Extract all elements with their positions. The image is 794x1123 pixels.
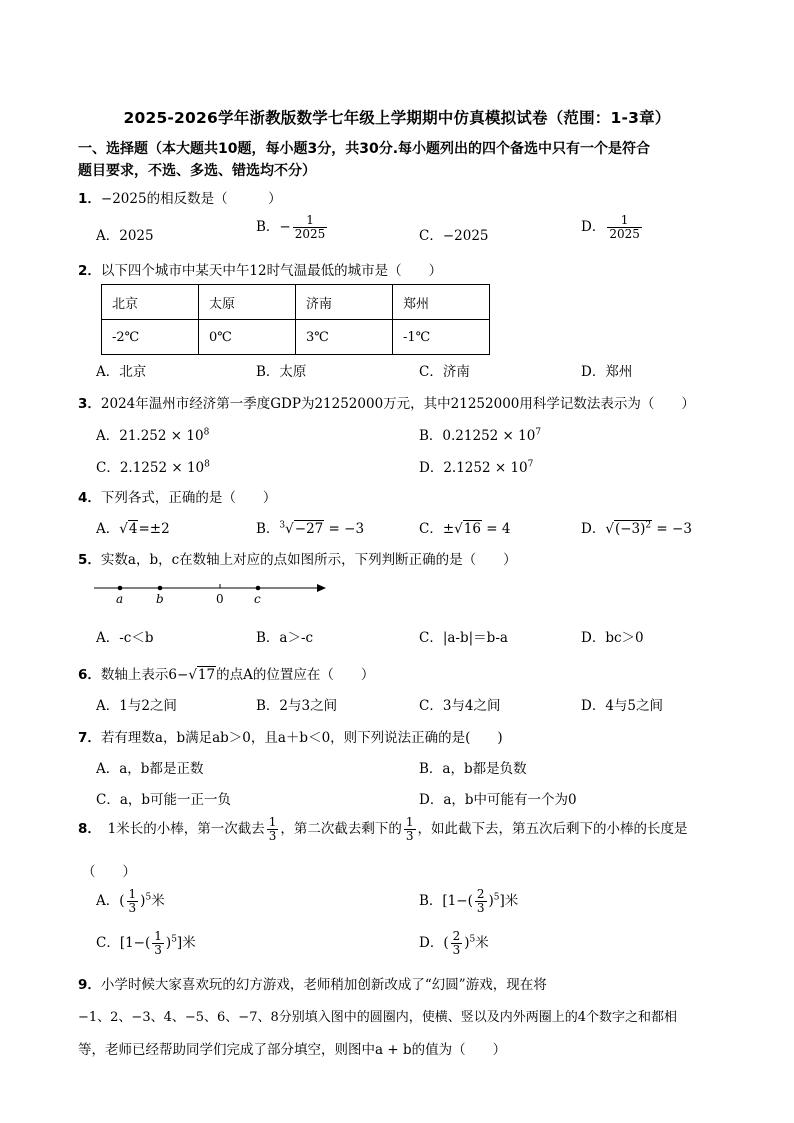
option-b: B．− $\frac{1}{2025}$ [256,213,326,241]
label-b: b [156,592,164,606]
question-8-line2: （ ） [82,864,136,880]
question-text: 实数a，b，c在数轴上对应的点如图所示，下列判断正确的是（ ） [100,552,517,568]
question-9-line2: −1、2、−3、4、−5、6、−7、8分别填入图中的圆圈内，使横、竖以及内外两圈上的4个数字之和都相 [78,1010,678,1025]
table-cell: 北京 [102,285,199,320]
option-c: C．[1−( $\frac{1}{3}$ )$^5$]米 [96,929,196,957]
option-d: D．郑州 [581,364,633,380]
option-b: B．a＞-c [256,630,314,646]
question-3: 3．2024年温州市经济第一季度GDP为21252000万元，其中21252000用科学记数法表示为（ ） [78,396,695,412]
question-8: 8． 1米长的小棒，第一次截去 $\frac{1}{3}$ ，第二次截去剩下的 $\frac{1}{3}$ ，如此截下去，第五次后剩下的小棒的长度是 [78,815,688,843]
question-text: 若有理数a，b满足ab＞0，且a＋b＜0，则下列说法正确的是( ) [100,730,503,746]
option-c: C．±√16 = 4 [419,521,511,537]
option-d: D．a，b中可能有一个为0 [419,792,577,808]
question-text: 下列各式，正确的是（ ） [100,490,277,506]
option-d: D．$√(-3)^2 = -3$ [581,520,692,537]
question-6: 6．数轴上表示6−√17的点A的位置应在（ ） [78,667,375,683]
table-cell: 3℃ [296,320,393,355]
option-d: D．$2.1252 \times 10^7$ [419,459,534,476]
option-c: C．济南 [419,364,470,380]
question-9-line3: 等，老师已经帮助同学们完成了部分填空，则图中a + b的值为（ ） [78,1042,507,1058]
option-d: D．bc＞0 [581,630,644,646]
option-a: A．1与2之间 [96,698,177,714]
option-b: B．$^3$√−27 = −3 [256,520,365,537]
table-cell: 济南 [296,285,393,320]
table-cell: -2℃ [102,320,199,355]
table-cell: 0℃ [199,320,296,355]
option-b: B．[1−( $\frac{2}{3}$ )$^5$]米 [419,887,519,915]
option-c: C．a，b可能一正一负 [96,792,232,808]
question-7: 7．若有理数a，b满足ab＞0，且a＋b＜0，则下列说法正确的是( ) [78,730,503,746]
question-text: −2025的相反数是（ ） [100,191,282,207]
question-5: 5．实数a，b，c在数轴上对应的点如图所示，下列判断正确的是（ ） [78,552,517,568]
point-b [158,586,163,591]
option-c: C．−2025 [419,228,489,244]
question-text: 小学时候大家喜欢玩的幻方游戏，老师稍加创新改成了“幻圆”游戏，现在将 [100,977,547,993]
option-a: A．√4=±2 [96,521,170,537]
question-1 [78,187,282,207]
question-4: 4．下列各式，正确的是（ ） [78,490,277,506]
option-b: B．a，b都是负数 [419,761,527,777]
option-a: A．( $\frac{1}{3}$ )$^5$米 [96,887,165,915]
section-heading-line2: 题目要求，不选、多选、错选均不分） [78,163,316,179]
number-line-svg [92,578,332,612]
question-text: 以下四个城市中某天中午12时气温最低的城市是（ ） [100,263,443,279]
label-a: a [116,592,124,606]
point-c [256,586,261,591]
option-c: C．$2.1252 \times 10^8$ [96,459,210,476]
option-d: D．( $\frac{2}{3}$ )$^5$米 [419,929,489,957]
page-title: 2025-2026学年浙教版数学七年级上学期期中仿真模拟试卷（范围：1-3章） [123,109,671,127]
option-a: A．$21.252 \times 10^8$ [96,427,210,444]
table-cell: 郑州 [393,285,490,320]
option-d: D．4与5之间 [581,698,664,714]
temperature-table [101,284,490,355]
section-heading-line1: 一、选择题（本大题共10题，每小题3分，共30分.每小题列出的四个备选中只有一个是符合 [78,141,651,157]
option-a: A．-c＜b [96,630,154,646]
question-2: 2．以下四个城市中某天中午12时气温最低的城市是（ ） [78,263,443,279]
option-b: B．$0.21252 \times 10^7$ [419,427,542,444]
section-heading [78,138,768,182]
number-line [92,578,332,616]
question-text: 2024年温州市经济第一季度GDP为21252000万元，其中21252000用科学记数法表示为（ ） [100,396,695,412]
option-a: A．北京 [96,364,147,380]
table-cell: -1℃ [393,320,490,355]
option-b: B．2与3之间 [256,698,338,714]
option-c: C．3与4之间 [419,698,501,714]
option-b: B．太原 [256,364,307,380]
question-number: 1． [78,191,101,207]
label-c: c [254,592,261,606]
arrow-right-icon [317,584,326,592]
option-a: A．a，b都是正数 [96,761,204,777]
option-c: C．|a-b|＝b-a [419,630,508,646]
table-cell: 太原 [199,285,296,320]
question-9: 9．小学时候大家喜欢玩的幻方游戏，老师稍加创新改成了“幻圆”游戏，现在将 [78,977,547,993]
option-d: D． $\frac{1}{2025}$ [581,213,640,241]
option-a: A．2025 [96,228,154,244]
point-a [118,586,123,591]
label-zero: 0 [216,592,224,606]
